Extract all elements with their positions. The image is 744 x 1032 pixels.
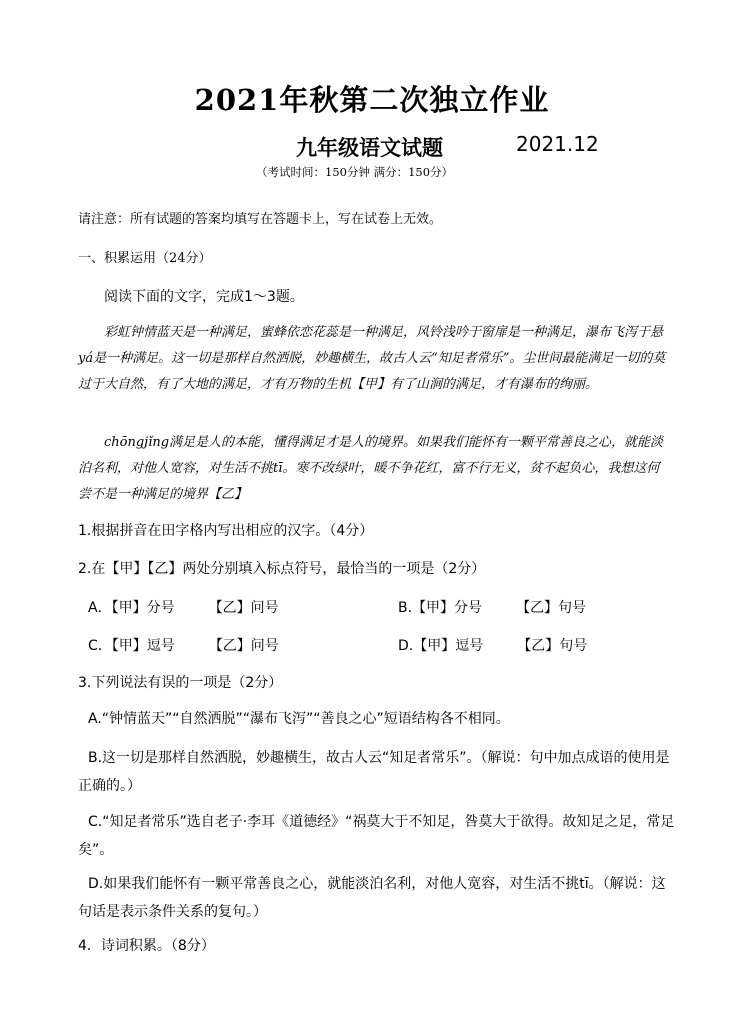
question-2: 2.在【甲】【乙】两处分别填入标点符号，最恰当的一项是（2分） (78, 561, 486, 577)
q2-option-d: D.【甲】逗号 【乙】句号 (398, 638, 588, 654)
q2-option-c: C．【甲】逗号 【乙】问号 (88, 638, 279, 654)
reading-instruction: 阅读下面的文字，完成1～3题。 (104, 289, 304, 305)
exam-date: 2021.12 (516, 132, 599, 156)
passage-paragraph-1: 彩虹钟情蓝天是一种满足，蜜蜂依恋花蕊是一种满足，风铃浅吟于窗扉是一种满足，瀑布飞泻于悬yá是一种满足。这一切是那样自然洒脱，妙趣横生，故古人云“知足者常乐”。尘世间最能满足一切的莫过于大自然，有了大地的满足，才有万物的生机【甲】有了山涧的满足，才有瀑布的绚丽。 (78, 325, 666, 392)
exam-subtitle: 九年级语文试题 (296, 135, 443, 160)
q2-option-a: A．【甲】分号 【乙】问号 (88, 600, 279, 616)
question-1: 1.根据拼音在田字格内写出相应的汉字。（4分） (78, 523, 374, 539)
q3-option-c: C.“知足者常乐”选自老子·李耳《道德经》“祸莫大于不知足，咎莫大于欲得。故知足之足，常足矣”。 (78, 814, 675, 858)
exam-title: 2021年秋第二次独立作业 (194, 83, 550, 117)
q3-option-b: B.这一切是那样自然洒脱，妙趣横生，故古人云“知足者常乐”。（解说：句中加点成语的使用是正确的。） (78, 750, 670, 794)
section-heading: 一、积累运用（24分） (78, 251, 212, 266)
question-4: 4．诗词积累。（8分） (78, 938, 215, 954)
q3-option-a: A.“钟情蓝天”“自然洒脱”“瀑布飞泻”“善良之心”短语结构各不相同。 (88, 711, 510, 727)
notice-text: 请注意：所有试题的答案均填写在答题卡上，写在试卷上无效。 (78, 212, 443, 227)
question-3: 3.下列说法有误的一项是（2分） (78, 675, 283, 691)
q2-option-b: B.【甲】分号 【乙】句号 (398, 600, 587, 616)
passage-paragraph-2: chōngjǐng满足是人的本能，懂得满足才是人的境界。如果我们能怀有一颗平常善良之心，就能淡泊名利，对他人宽容，对生活不挑tī。寒不改绿叶，暖不争花红，富不行无义，贫不起负心，我想这何尝不是一种满足的境界【乙】 (78, 435, 664, 502)
exam-time-info: （考试时间：150分钟 满分：150分） (256, 165, 454, 179)
q3-option-d: D.如果我们能怀有一颗平常善良之心，就能淡泊名利，对他人宽容，对生活不挑tī。（解说：这句话是表示条件关系的复句。） (78, 876, 666, 920)
